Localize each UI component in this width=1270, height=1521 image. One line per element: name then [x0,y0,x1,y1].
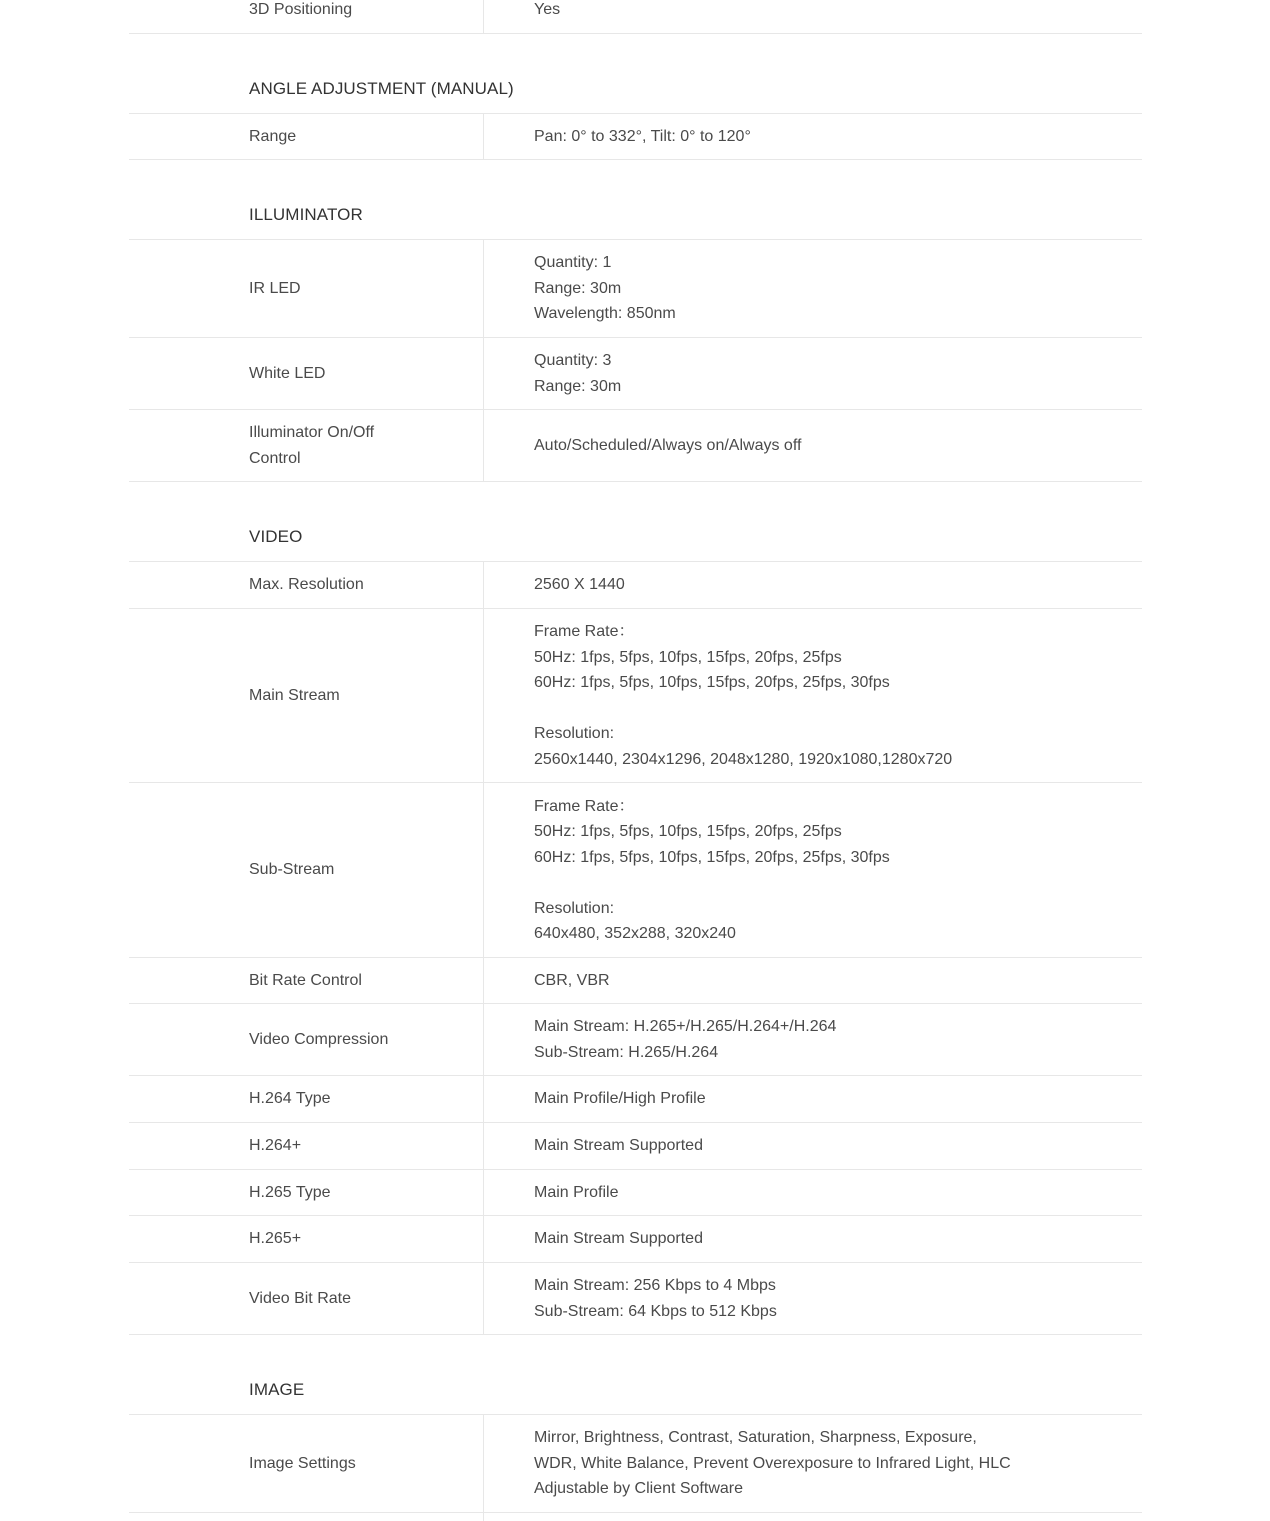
column-divider [483,1123,484,1169]
label-line: Illuminator On/Off [249,424,375,441]
spec-row-video-compression [129,1004,1142,1076]
spec-label: White LED [249,364,326,382]
spec-label: H.265 Type [249,1183,331,1201]
spec-value [534,562,1094,608]
column-divider [483,114,484,159]
value-line: Pan: 0° to 332°, Tilt: 0° to 120° [534,127,751,145]
value-line: Frame Rate： [534,797,635,815]
section-image [129,1335,1142,1415]
column-divider [483,958,484,1003]
spec-value [534,783,1094,957]
value-line: CBR, VBR [534,971,610,989]
value-line: Auto/Scheduled/Always on/Always off [534,436,802,454]
spec-label: Range [249,127,297,145]
column-divider [483,1513,484,1521]
spec-value [534,1415,1094,1512]
spec-label: Image Settings [249,1454,356,1472]
spec-value [534,1170,1094,1215]
value-line: Main Stream Supported [534,1230,703,1248]
spec-row-h265-plus [129,1216,1142,1263]
spec-row-h264-plus [129,1123,1142,1170]
spec-value [534,1263,1094,1334]
spec-value [534,1216,1094,1262]
spec-row-h265-type [129,1170,1142,1216]
spec-label: Video Compression [249,1030,389,1048]
value-line: Main Profile [534,1183,619,1201]
spec-label: H.264+ [249,1137,302,1155]
spec-row-white-led [129,338,1142,410]
spec-row-ir-led [129,240,1142,338]
value-line: WDR, White Balance, Prevent Overexposure to Infrared Light, HLC [534,1454,1011,1472]
spec-row-range [129,114,1142,160]
spec-row-next-partial [129,1513,1142,1521]
column-divider [483,562,484,608]
column-divider [483,1263,484,1334]
spec-row-3d-positioning [129,0,1142,34]
spec-value [534,1004,1094,1075]
spec-row-main-stream [129,609,1142,783]
spec-value [534,1076,1094,1122]
column-divider [483,1216,484,1262]
spec-label: H.265+ [249,1230,302,1248]
value-line: Mirror, Brightness, Contrast, Saturation, Sharpness, Exposure, [534,1429,977,1447]
spec-row-video-bit-rate [129,1263,1142,1335]
value-line: Resolution: [534,725,615,742]
column-divider [483,1004,484,1075]
column-divider [483,1076,484,1122]
value-line: Yes [534,0,561,18]
section-title: ILLUMINATOR [249,205,363,224]
value-line: Sub-Stream: 64 Kbps to 512 Kbps [534,1302,777,1320]
spec-value [534,338,1094,409]
value-line: 50Hz: 1fps, 5fps, 10fps, 15fps, 20fps, 25fps [534,648,842,666]
value-line: 640x480, 352x288, 320x240 [534,925,736,942]
value-line: 2560 X 1440 [534,576,625,594]
value-line: Quantity: 3 [534,352,612,369]
spec-row-sub-stream [129,783,1142,958]
value-line: Main Stream Supported [534,1137,703,1155]
value-line-blank [534,696,1094,722]
value-line: Quantity: 1 [534,254,612,272]
spec-label: Main Stream [249,686,340,704]
spec-row-bit-rate-control [129,958,1142,1004]
column-divider [483,0,484,33]
section-title: ANGLE ADJUSTMENT (MANUAL) [249,79,514,98]
value-line: Frame Rate： [534,623,635,640]
spec-row-h264-type [129,1076,1142,1123]
spec-label: H.264 Type [249,1090,331,1108]
spec-label: IR LED [249,279,301,297]
spec-label: Max. Resolution [249,576,364,594]
value-line: Range: 30m [534,279,622,297]
column-divider [483,338,484,409]
value-line: Range: 30m [534,377,622,395]
spec-value [534,410,1094,481]
value-line: Adjustable by Client Software [534,1480,743,1498]
spec-row-image-settings [129,1415,1142,1513]
column-divider [483,609,484,782]
spec-row-illuminator-control [129,410,1142,482]
value-line: 60Hz: 1fps, 5fps, 10fps, 15fps, 20fps, 25fps, 30fps [534,848,890,866]
value-line: 50Hz: 1fps, 5fps, 10fps, 15fps, 20fps, 25fps [534,823,842,840]
spec-label: Video Bit Rate [249,1289,351,1307]
column-divider [483,1415,484,1512]
value-line: Main Stream: 256 Kbps to 4 Mbps [534,1277,776,1294]
value-line: 2560x1440, 2304x1296, 2048x1280, 1920x1080,1280x720 [534,750,953,768]
spec-label [249,410,469,481]
section-title: IMAGE [249,1380,305,1399]
value-line: Wavelength: 850nm [534,305,676,323]
value-line: Main Profile/High Profile [534,1090,706,1108]
value-line: Main Stream: H.265+/H.265/H.264+/H.264 [534,1018,837,1035]
spec-label: Sub-Stream [249,861,335,879]
column-divider [483,783,484,957]
value-line-blank [534,870,1094,896]
spec-value [534,0,1094,33]
section-illuminator [129,160,1142,240]
section-title: VIDEO [249,527,303,546]
section-angle-adjustment [129,34,1142,114]
value-line: Sub-Stream: H.265/H.264 [534,1043,719,1061]
spec-value [534,609,1094,782]
section-video [129,482,1142,562]
spec-value [534,240,1094,337]
spec-label: Bit Rate Control [249,971,362,989]
value-line: 60Hz: 1fps, 5fps, 10fps, 15fps, 20fps, 25fps, 30fps [534,674,890,691]
label-line: Control [249,449,301,467]
column-divider [483,240,484,337]
column-divider [483,410,484,481]
spec-value [534,1123,1094,1169]
value-line: Resolution: [534,899,615,917]
spec-value [534,958,1094,1003]
spec-label: 3D Positioning [249,0,353,18]
column-divider [483,1170,484,1215]
spec-row-max-resolution [129,562,1142,609]
spec-value [534,114,1094,159]
